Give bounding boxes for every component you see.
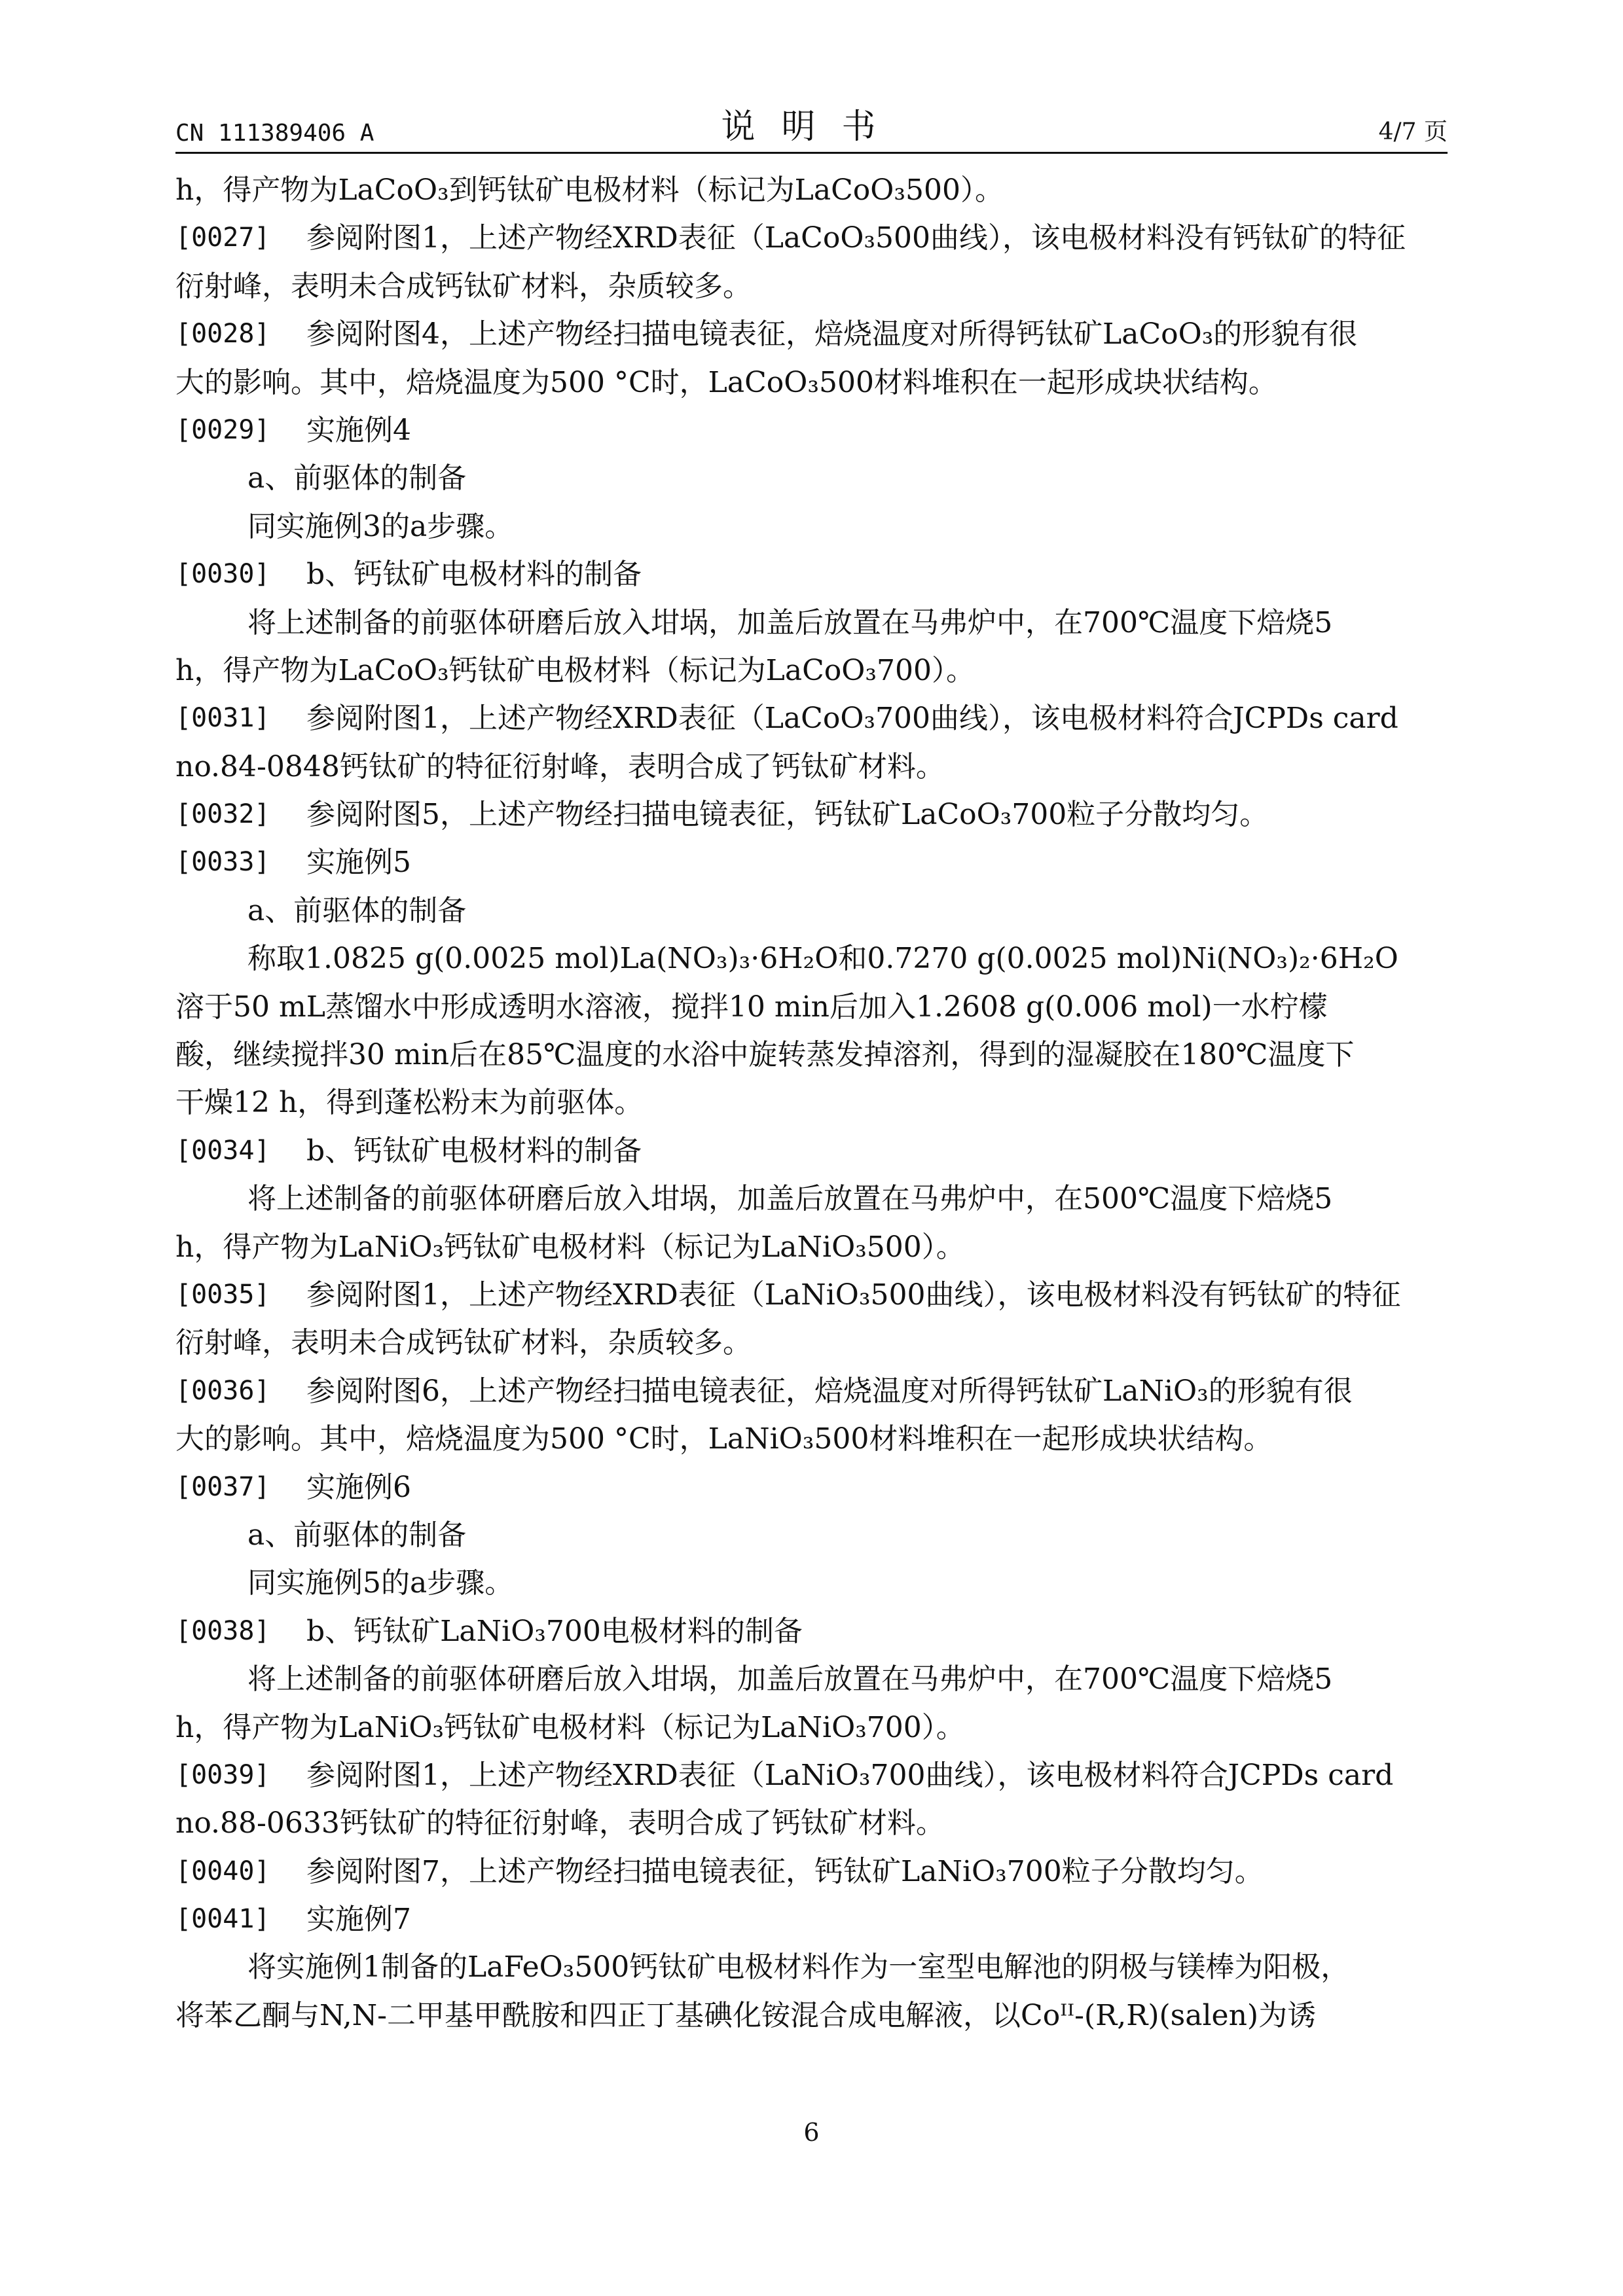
text-line [175, 406, 1448, 454]
line-text: 实施例6 [306, 1470, 411, 1504]
text-line [175, 1751, 1448, 1799]
line-text: b、钙钛矿LaNiO₃700电极材料的制备 [306, 1614, 803, 1648]
line-text: 参阅附图4，上述产物经扫描电镜表征，焙烧温度对所得钙钛矿LaCoO₃的形貌有很 [306, 317, 1358, 351]
text-line [175, 791, 1448, 838]
paragraph-number: [0035] [175, 1279, 270, 1310]
text-line [175, 1992, 1448, 2039]
line-text: a、前驱体的制备 [247, 1518, 467, 1552]
paragraph-number: [0032] [175, 799, 270, 830]
line-text: 酸，继续搅拌30 min后在85℃温度的水浴中旋转蒸发掉溶剂，得到的湿凝胶在180℃温度下 [175, 1038, 1355, 1072]
paragraph-number: [0034] [175, 1135, 270, 1166]
text-line [175, 1943, 1448, 1991]
text-line [175, 1704, 1448, 1751]
header-divider [175, 152, 1448, 154]
line-text: 将苯乙酮与N,N-二甲基甲酰胺和四正丁基碘化铵混合成电解液，以Coᴵᴵ-(R,R)(salen)为诱 [175, 1998, 1317, 2032]
paragraph-number: [0037] [175, 1471, 270, 1502]
paragraph-number: [0030] [175, 559, 270, 590]
text-line [175, 1511, 1448, 1559]
line-text: 同实施例3的a步骤。 [247, 509, 514, 543]
line-text: h，得产物为LaNiO₃钙钛矿电极材料（标记为LaNiO₃500）。 [175, 1230, 965, 1264]
text-line [175, 1799, 1448, 1847]
line-text: 将实施例1制备的LaFeO₃500钙钛矿电极材料作为一室型电解池的阴极与镁棒为阳极， [247, 1950, 1350, 1984]
text-line [175, 550, 1448, 598]
text-line [175, 1079, 1448, 1126]
line-text: 实施例5 [306, 846, 411, 880]
line-text: 实施例4 [306, 413, 411, 447]
text-line [175, 983, 1448, 1031]
paragraph-number: [0028] [175, 319, 270, 350]
paragraph-number: [0039] [175, 1759, 270, 1790]
line-text: 大的影响。其中，焙烧温度为500 °C时，LaCoO₃500材料堆积在一起形成块状结构。 [175, 365, 1277, 399]
line-text: 参阅附图1，上述产物经XRD表征（LaCoO₃500曲线），该电极材料没有钙钛矿的特征 [306, 221, 1406, 255]
paragraph-number: [0029] [175, 414, 270, 445]
paragraph-number: [0040] [175, 1856, 270, 1886]
page-header [175, 98, 1448, 151]
text-line [175, 1271, 1448, 1319]
line-text: b、钙钛矿电极材料的制备 [306, 558, 642, 592]
document-body [175, 166, 1448, 2039]
line-text: 实施例7 [306, 1903, 411, 1937]
text-line [175, 1223, 1448, 1271]
text-line [175, 454, 1448, 502]
line-text: 将上述制备的前驱体研磨后放入坩埚，加盖后放置在马弗炉中，在700℃温度下焙烧5 [247, 1662, 1333, 1696]
line-text: no.88-0633钙钛矿的特征衍射峰，表明合成了钙钛矿材料。 [175, 1806, 945, 1840]
paragraph-number: [0031] [175, 703, 270, 734]
line-text: 称取1.0825 g(0.0025 mol)La(NO₃)₃·6H₂O和0.7270 g(0.0025 mol)Ni(NO₃)₂·6H₂O [247, 942, 1398, 976]
line-text: 参阅附图6，上述产物经扫描电镜表征，焙烧温度对所得钙钛矿LaNiO₃的形貌有很 [306, 1374, 1353, 1408]
text-line [175, 1415, 1448, 1463]
text-line [175, 1367, 1448, 1415]
text-line [175, 694, 1448, 742]
line-text: b、钙钛矿电极材料的制备 [306, 1134, 642, 1168]
line-text: a、前驱体的制备 [247, 893, 467, 927]
text-line [175, 1127, 1448, 1175]
text-line [175, 1463, 1448, 1511]
text-line [175, 1895, 1448, 1943]
line-text: no.84-0848钙钛矿的特征衍射峰，表明合成了钙钛矿材料。 [175, 749, 945, 783]
document-title: 说明书 [721, 107, 902, 147]
text-line [175, 359, 1448, 406]
line-text: 将上述制备的前驱体研磨后放入坩埚，加盖后放置在马弗炉中，在500℃温度下焙烧5 [247, 1182, 1333, 1216]
text-line [175, 503, 1448, 550]
text-line [175, 599, 1448, 647]
line-text: 衍射峰，表明未合成钙钛矿材料，杂质较多。 [175, 1326, 752, 1360]
text-line [175, 1031, 1448, 1079]
paragraph-number: [0036] [175, 1375, 270, 1406]
text-line [175, 1319, 1448, 1367]
line-text: 参阅附图1，上述产物经XRD表征（LaCoO₃700曲线），该电极材料符合JCPDs card [306, 702, 1398, 736]
line-text: 干燥12 h，得到蓬松粉末为前驱体。 [175, 1086, 644, 1120]
text-line [175, 310, 1448, 358]
text-line [175, 1559, 1448, 1607]
text-line [175, 1175, 1448, 1223]
line-text: 参阅附图1，上述产物经XRD表征（LaNiO₃700曲线），该电极材料符合JCPDs card [306, 1758, 1394, 1792]
text-line [175, 214, 1448, 262]
text-line [175, 262, 1448, 310]
paragraph-number: [0041] [175, 1904, 270, 1935]
line-text: 同实施例5的a步骤。 [247, 1566, 514, 1600]
line-text: h，得产物为LaCoO₃钙钛矿电极材料（标记为LaCoO₃700）。 [175, 653, 975, 687]
text-line [175, 935, 1448, 982]
line-text: 衍射峰，表明未合成钙钛矿材料，杂质较多。 [175, 269, 752, 303]
line-text: 参阅附图7，上述产物经扫描电镜表征，钙钛矿LaNiO₃700粒子分散均匀。 [306, 1854, 1264, 1888]
line-text: 溶于50 mL蒸馏水中形成透明水溶液，搅拌10 min后加入1.2608 g(0.006 mol)一水柠檬 [175, 990, 1328, 1024]
line-text: 大的影响。其中，焙烧温度为500 °C时，LaNiO₃500材料堆积在一起形成块状结构。 [175, 1422, 1273, 1456]
line-text: h，得产物为LaNiO₃钙钛矿电极材料（标记为LaNiO₃700）。 [175, 1710, 965, 1744]
page-number: 6 [803, 2118, 820, 2147]
line-text: 参阅附图1，上述产物经XRD表征（LaNiO₃500曲线），该电极材料没有钙钛矿的特征 [306, 1278, 1401, 1312]
line-text: 参阅附图5，上述产物经扫描电镜表征，钙钛矿LaCoO₃700粒子分散均匀。 [306, 798, 1269, 832]
text-line [175, 166, 1448, 214]
line-text: h，得产物为LaCoO₃到钙钛矿电极材料（标记为LaCoO₃500）。 [175, 173, 1004, 207]
text-line [175, 1655, 1448, 1703]
paragraph-number: [0038] [175, 1615, 270, 1646]
line-text: 将上述制备的前驱体研磨后放入坩埚，加盖后放置在马弗炉中，在700℃温度下焙烧5 [247, 605, 1333, 639]
patent-number: CN 111389406 A [175, 120, 374, 147]
text-line [175, 838, 1448, 886]
page-indicator: 4/7 页 [1378, 118, 1448, 145]
paragraph-number: [0033] [175, 847, 270, 878]
paragraph-number: [0027] [175, 223, 270, 253]
text-line [175, 743, 1448, 791]
text-line [175, 647, 1448, 694]
text-line [175, 1848, 1448, 1895]
text-line [175, 1607, 1448, 1655]
text-line [175, 887, 1448, 935]
line-text: a、前驱体的制备 [247, 461, 467, 495]
